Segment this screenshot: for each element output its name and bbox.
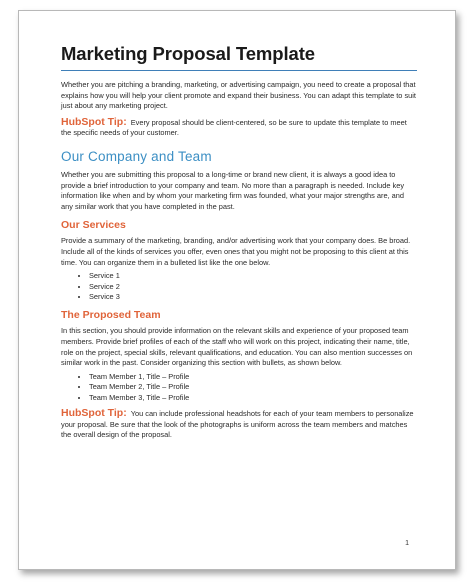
intro-paragraph: Whether you are pitching a branding, marketing, or advertising campaign, you need to create a proposal that explains how you will help your client promote and expand their business. You can adapt this template to suit just about any marketing project. — [61, 80, 416, 111]
tip-text: You can include professional headshots for each of your team members to personalize your proposal. Be sure that the look of the photographs is uniform across the team members and matches the overall design of the proposal. — [61, 408, 414, 440]
company-heading: Our Company and Team — [61, 148, 212, 164]
list-item: • Team Member 2, Title – Profile — [89, 382, 417, 392]
list-item: • Team Member 3, Title – Profile — [89, 393, 417, 403]
team-paragraph: In this section, you should provide information on the relevant skills and experience of your proposed team members. Provide brief profiles of each of the staff who will work on this project, indicating their name, title, role on the project, special skills, relevant qualifications, and education. You can also mention successes on similar work in the past. Consider organizing this section with bullets, as shown below. — [61, 326, 413, 368]
tip-label: HubSpot Tip: — [61, 115, 127, 128]
services-heading: Our Services — [61, 219, 126, 232]
document-page — [18, 10, 456, 570]
services-paragraph: Provide a summary of the marketing, branding, and/or advertising work that your company does. Be broad. Include all of the kinds of services you offer, even ones that you might not be proposing to this client at this time. You can organize them in a bulleted list like the one below. — [61, 236, 411, 267]
tip-label: HubSpot Tip: — [61, 406, 127, 419]
document-title: Marketing Proposal Template — [61, 43, 315, 64]
page-content — [61, 42, 417, 441]
title-rule — [61, 70, 417, 71]
hubspot-tip-1 — [61, 117, 417, 139]
list-item: • Team Member 1, Title – Profile — [89, 372, 417, 382]
hubspot-tip-2 — [61, 408, 417, 441]
company-paragraph: Whether you are submitting this proposal to a long-time or brand new client, it is always a good idea to provide a brief introduction to your company and team. No more than a paragraph is needed. Include key information like when and by whom your marketing firm was founded, what your major strengths are, and any similar work that you have completed in the past. — [61, 169, 405, 211]
page-number: 1 — [405, 540, 409, 547]
list-item: • Service 2 — [89, 282, 417, 292]
list-item: • Service 1 — [89, 271, 417, 281]
team-heading: The Proposed Team — [61, 309, 161, 322]
team-list — [61, 372, 417, 403]
list-item: • Service 3 — [89, 292, 417, 302]
tip-text: Every proposal should be client-centered, so be sure to update this template to meet the specific needs of your customer. — [61, 117, 407, 138]
services-list — [61, 271, 417, 302]
